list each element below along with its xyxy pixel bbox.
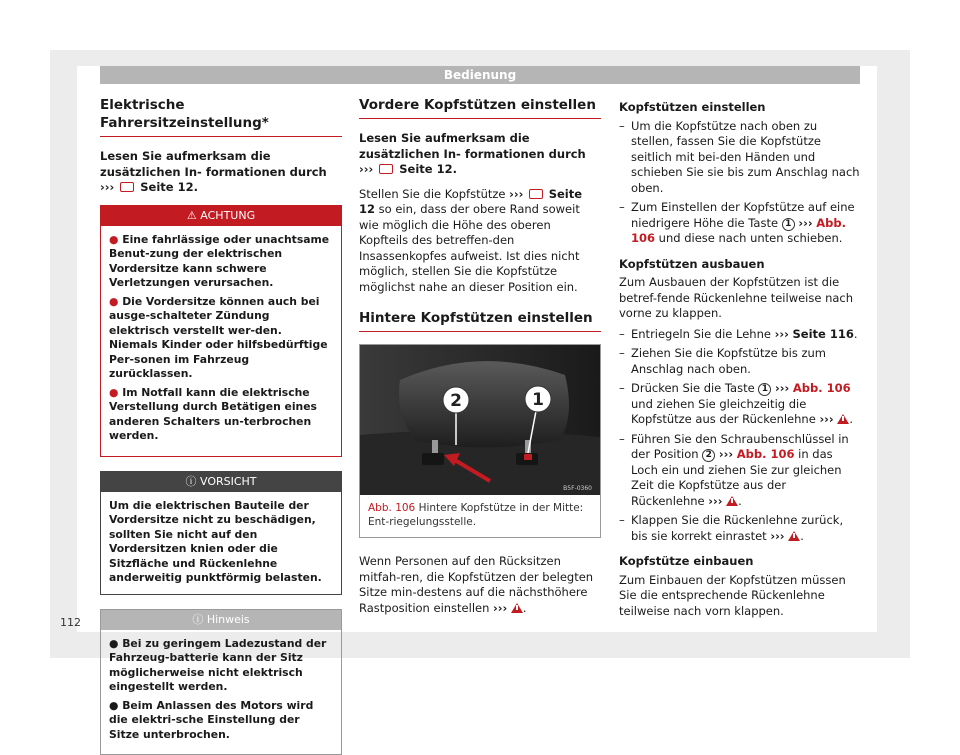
list-item: – Klappen Sie die Rückenlehne zurück, bis sie korrekt einrastet ››› . xyxy=(619,513,861,544)
section-header: Bedienung xyxy=(100,66,860,84)
figure-link[interactable]: Abb. 106 xyxy=(631,216,846,246)
marker-1: 1 xyxy=(532,390,544,410)
column-middle xyxy=(359,96,601,625)
figure-caption: Abb. 106 Hintere Kopfstütze in der Mitte: Ent-riegelungsstelle. xyxy=(360,495,600,537)
info-circle-icon: ⓘ xyxy=(185,475,196,488)
figure-code: B5F-0360 xyxy=(563,485,592,492)
caution-box xyxy=(100,471,342,595)
hint-item: ● Bei zu geringem Ladezustand der Fahrzeug-batterie kann der Sitz möglicherweise nicht elektrisch eingestellt werden. xyxy=(109,637,333,695)
intro-text: Lesen Sie aufmerksam die zusätzlichen In- formationen durch ››› Seite 12. xyxy=(359,131,601,178)
warning-item: ● Im Notfall kann die elektrische Verstellung durch Betätigen eines anderen Schalters un-terbrochen werden. xyxy=(109,386,333,444)
warning-header: ⚠ ACHTUNG xyxy=(101,206,341,226)
heading-hintere-kopfstuetzen: Hintere Kopfstützen einstellen xyxy=(359,309,601,332)
body-paragraph: Zum Einbauen der Kopfstützen müssen Sie die entsprechende Rückenlehne teilweise nach vorn klappen. xyxy=(619,573,861,620)
hint-box xyxy=(100,609,342,755)
warning-triangle-icon xyxy=(726,496,738,506)
column-right xyxy=(619,100,861,628)
book-icon xyxy=(379,164,393,174)
figure-106 xyxy=(359,344,601,538)
intro-text: Lesen Sie aufmerksam die zusätzlichen In- formationen durch ››› Seite 12. xyxy=(100,149,342,196)
warning-box xyxy=(100,205,342,457)
ref-arrow-icon: ››› xyxy=(100,180,114,194)
list-item: – Ziehen Sie die Kopfstütze bis zum Anschlag nach oben. xyxy=(619,346,861,377)
button-number-icon: 1 xyxy=(782,218,795,231)
ref-arrow-icon: ››› xyxy=(509,187,523,201)
list-item: – Zum Einstellen der Kopfstütze auf eine niedrigere Höhe die Taste 1 ››› Abb. 106 und diese nach unten schieben. xyxy=(619,200,861,247)
subheading: Kopfstützen einstellen xyxy=(619,100,861,116)
body-paragraph: Wenn Personen auf den Rücksitzen mitfah-ren, die Kopfstützen der belegten Sitze min-destens auf die nächsthöhere Rastposition einstellen ››› . xyxy=(359,554,601,616)
warning-icon: ⚠ xyxy=(187,209,197,222)
list-item: – Um die Kopfstütze nach oben zu stellen, fassen Sie die Kopfstütze seitlich mit bei-den Händen und schieben Sie sie bis zum Anschlag nach oben. xyxy=(619,119,861,197)
caution-header: ⓘ VORSICHT xyxy=(101,472,341,492)
ref-arrow-icon: ››› xyxy=(775,381,789,395)
info-icon: ⓘ xyxy=(192,613,203,626)
page-link[interactable]: Seite 12 xyxy=(399,162,452,176)
ref-arrow-icon: ››› xyxy=(775,327,789,341)
warning-body xyxy=(101,226,341,456)
list-item: – Führen Sie den Schraubenschlüssel in der Position 2 ››› Abb. 106 in das Loch ein und ziehen Sie zur gleichen Zeit die Kopfstütze aus der Rückenlehne ››› . xyxy=(619,432,861,510)
list-item: – Drücken Sie die Taste 1 ››› Abb. 106 und ziehen Sie gleichzeitig die Kopfstütze aus der Rückenlehne ››› . xyxy=(619,381,861,428)
marker-2: 2 xyxy=(450,391,462,411)
warning-item: ● Die Vordersitze können auch bei ausge-schalteter Zündung elektrisch verstellt wer-den. Niemals Kinder oder hilfsbedürftige Per-sonen im Fahrzeug zurücklassen. xyxy=(109,295,333,382)
ref-arrow-icon: ››› xyxy=(359,162,373,176)
warning-triangle-icon xyxy=(837,414,849,424)
caution-body: Um die elektrischen Bauteile der Vordersitze nicht zu beschädigen, sollten Sie nicht auf den Vordersitzen knien oder die Sitzfläche und Rückenlehne anderweitig punktförmig belasten. xyxy=(101,492,341,594)
subheading: Kopfstützen ausbauen xyxy=(619,257,861,273)
ref-arrow-icon: ››› xyxy=(798,216,812,230)
heading-vordere-kopfstuetzen: Vordere Kopfstützen einstellen xyxy=(359,96,601,119)
figure-link[interactable]: Abb. 106 xyxy=(737,447,795,461)
bullet-icon: ● xyxy=(109,233,118,246)
headrest-illustration xyxy=(360,345,600,495)
page-link[interactable]: Seite 12 xyxy=(140,180,193,194)
page-link[interactable]: Seite 12 xyxy=(359,187,582,217)
hint-body xyxy=(101,630,341,755)
body-paragraph: Zum Ausbauen der Kopfstützen ist die betref-fende Rückenlehne teilweise nach vorne zu klappen. xyxy=(619,275,861,322)
ref-arrow-icon: ››› xyxy=(770,529,784,543)
ref-arrow-icon: ››› xyxy=(708,494,722,508)
list-item: – Entriegeln Sie die Lehne ››› Seite 116. xyxy=(619,327,861,343)
body-paragraph: Stellen Sie die Kopfstütze ››› Seite 12 so ein, dass der obere Rand soweit wie möglich die Höhe des oberen Kopfteils des betreffen-den Insassenkopfes aufweist. Ist dies nicht möglich, stellen Sie die Kopfstütze möglichst nahe an dieser Position ein. xyxy=(359,187,601,296)
warning-item: ● Eine fahrlässige oder unachtsame Benut-zung der elektrischen Vordersitze kann schwere Verletzungen verursachen. xyxy=(109,233,333,291)
bullet-icon: ● xyxy=(109,386,118,399)
book-icon xyxy=(529,189,543,199)
warning-triangle-icon xyxy=(788,531,800,541)
button-number-icon: 1 xyxy=(758,383,771,396)
bullet-icon: ● xyxy=(109,295,118,308)
column-left xyxy=(100,96,342,755)
warning-triangle-icon xyxy=(511,603,523,613)
ref-arrow-icon: ››› xyxy=(493,601,507,615)
heading-fahrersitz: Elektrische Fahrersitzeinstellung* xyxy=(100,96,342,137)
ref-arrow-icon: ››› xyxy=(719,447,733,461)
figure-link[interactable]: Abb. 106 xyxy=(793,381,851,395)
page-link[interactable]: Seite 116 xyxy=(793,327,854,341)
headrest-photo xyxy=(360,345,600,495)
hint-item: ● Beim Anlassen des Motors wird die elektri-sche Einstellung der Sitze unterbrochen. xyxy=(109,699,333,743)
book-icon xyxy=(120,182,134,192)
ref-arrow-icon: ››› xyxy=(819,412,833,426)
hint-header: ⓘ Hinweis xyxy=(101,610,341,630)
button-number-icon: 2 xyxy=(702,449,715,462)
subheading: Kopfstütze einbauen xyxy=(619,554,861,570)
page-number: 112 xyxy=(60,616,81,629)
